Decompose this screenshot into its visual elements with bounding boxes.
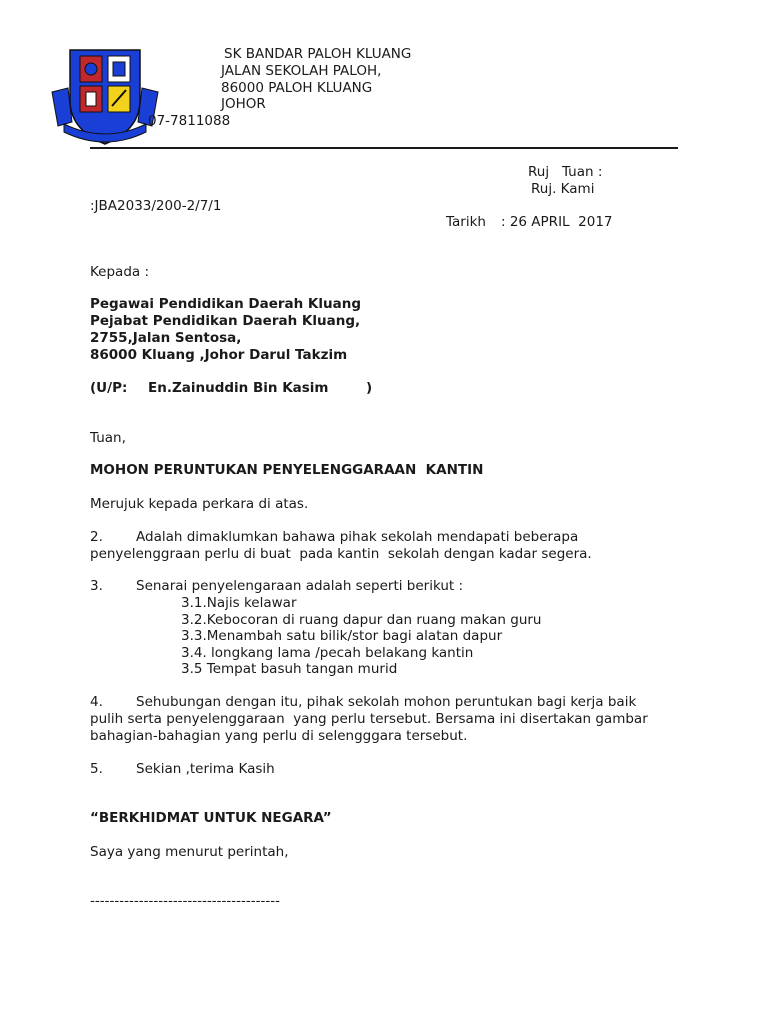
up-label: (U/P: (90, 380, 128, 396)
school-crest-icon (50, 44, 160, 148)
ruj-kami-value: :JBA2033/200-2/7/1 (90, 198, 222, 214)
up-close: ) (366, 380, 373, 396)
ruj-kami-label: Ruj. Kami (531, 181, 595, 197)
list-item: 3.4. longkang lama /pecah belakang kantin (181, 645, 474, 661)
paragraph-3-text: Senarai penyelengaraan adalah seperti berikut : (136, 578, 464, 594)
letter-subject: MOHON PERUNTUKAN PENYELENGGARAAN KANTIN (90, 462, 484, 478)
tarikh-value: : 26 APRIL 2017 (501, 214, 613, 230)
paragraph-2-line2: penyelenggraan perlu di buat pada kantin sekolah dengan kadar segera. (90, 546, 592, 562)
closing: Saya yang menurut perintah, (90, 844, 289, 860)
list-item: 3.3.Menambah satu bilik/stor bagi alatan dapur (181, 628, 503, 644)
ruj-tuan-label: Ruj Tuan : (528, 164, 603, 180)
paragraph-4-number: 4. (90, 694, 103, 710)
paragraph-4-line3: bahagian-bahagian yang perlu di selengggara tersebut. (90, 728, 468, 744)
school-address-line1: JALAN SEKOLAH PALOH, (221, 63, 382, 79)
list-item: 3.1.Najis kelawar (181, 595, 297, 611)
school-phone: 07-7811088 (148, 113, 231, 129)
intro-paragraph: Merujuk kepada perkara di atas. (90, 496, 309, 512)
list-item: 3.5 Tempat basuh tangan murid (181, 661, 398, 677)
paragraph-2-line1: Adalah dimaklumkan bahawa pihak sekolah mendapati beberapa (136, 529, 579, 545)
recipient-line2: Pejabat Pendidikan Daerah Kluang, (90, 313, 361, 329)
list-item: 3.2.Kebocoran di ruang dapur dan ruang makan guru (181, 612, 542, 628)
paragraph-3-number: 3. (90, 578, 103, 594)
kepada-label: Kepada : (90, 264, 150, 280)
paragraph-5-text: Sekian ,terima Kasih (136, 761, 275, 777)
salutation: Tuan, (90, 430, 126, 446)
school-state: JOHOR (221, 96, 266, 112)
school-address-line2: 86000 PALOH KLUANG (221, 80, 373, 96)
signature-line: --------------------------------------- (90, 893, 280, 909)
paragraph-4-line1: Sehubungan dengan itu, pihak sekolah mohon peruntukan bagi kerja baik (136, 694, 637, 710)
paragraph-5-number: 5. (90, 761, 103, 777)
paragraph-4-line2: pulih serta penyelenggaraan yang perlu tersebut. Bersama ini disertakan gambar (90, 711, 648, 727)
recipient-line3: 2755,Jalan Sentosa, (90, 330, 242, 346)
recipient-line1: Pegawai Pendidikan Daerah Kluang (90, 296, 362, 312)
header-divider (90, 147, 678, 149)
tarikh-label: Tarikh (446, 214, 486, 230)
school-name: SK BANDAR PALOH KLUANG (224, 46, 412, 62)
motto: “BERKHIDMAT UNTUK NEGARA” (90, 810, 332, 826)
paragraph-2-number: 2. (90, 529, 103, 545)
up-name: En.Zainuddin Bin Kasim (148, 380, 329, 396)
recipient-line4: 86000 Kluang ,Johor Darul Takzim (90, 347, 348, 363)
